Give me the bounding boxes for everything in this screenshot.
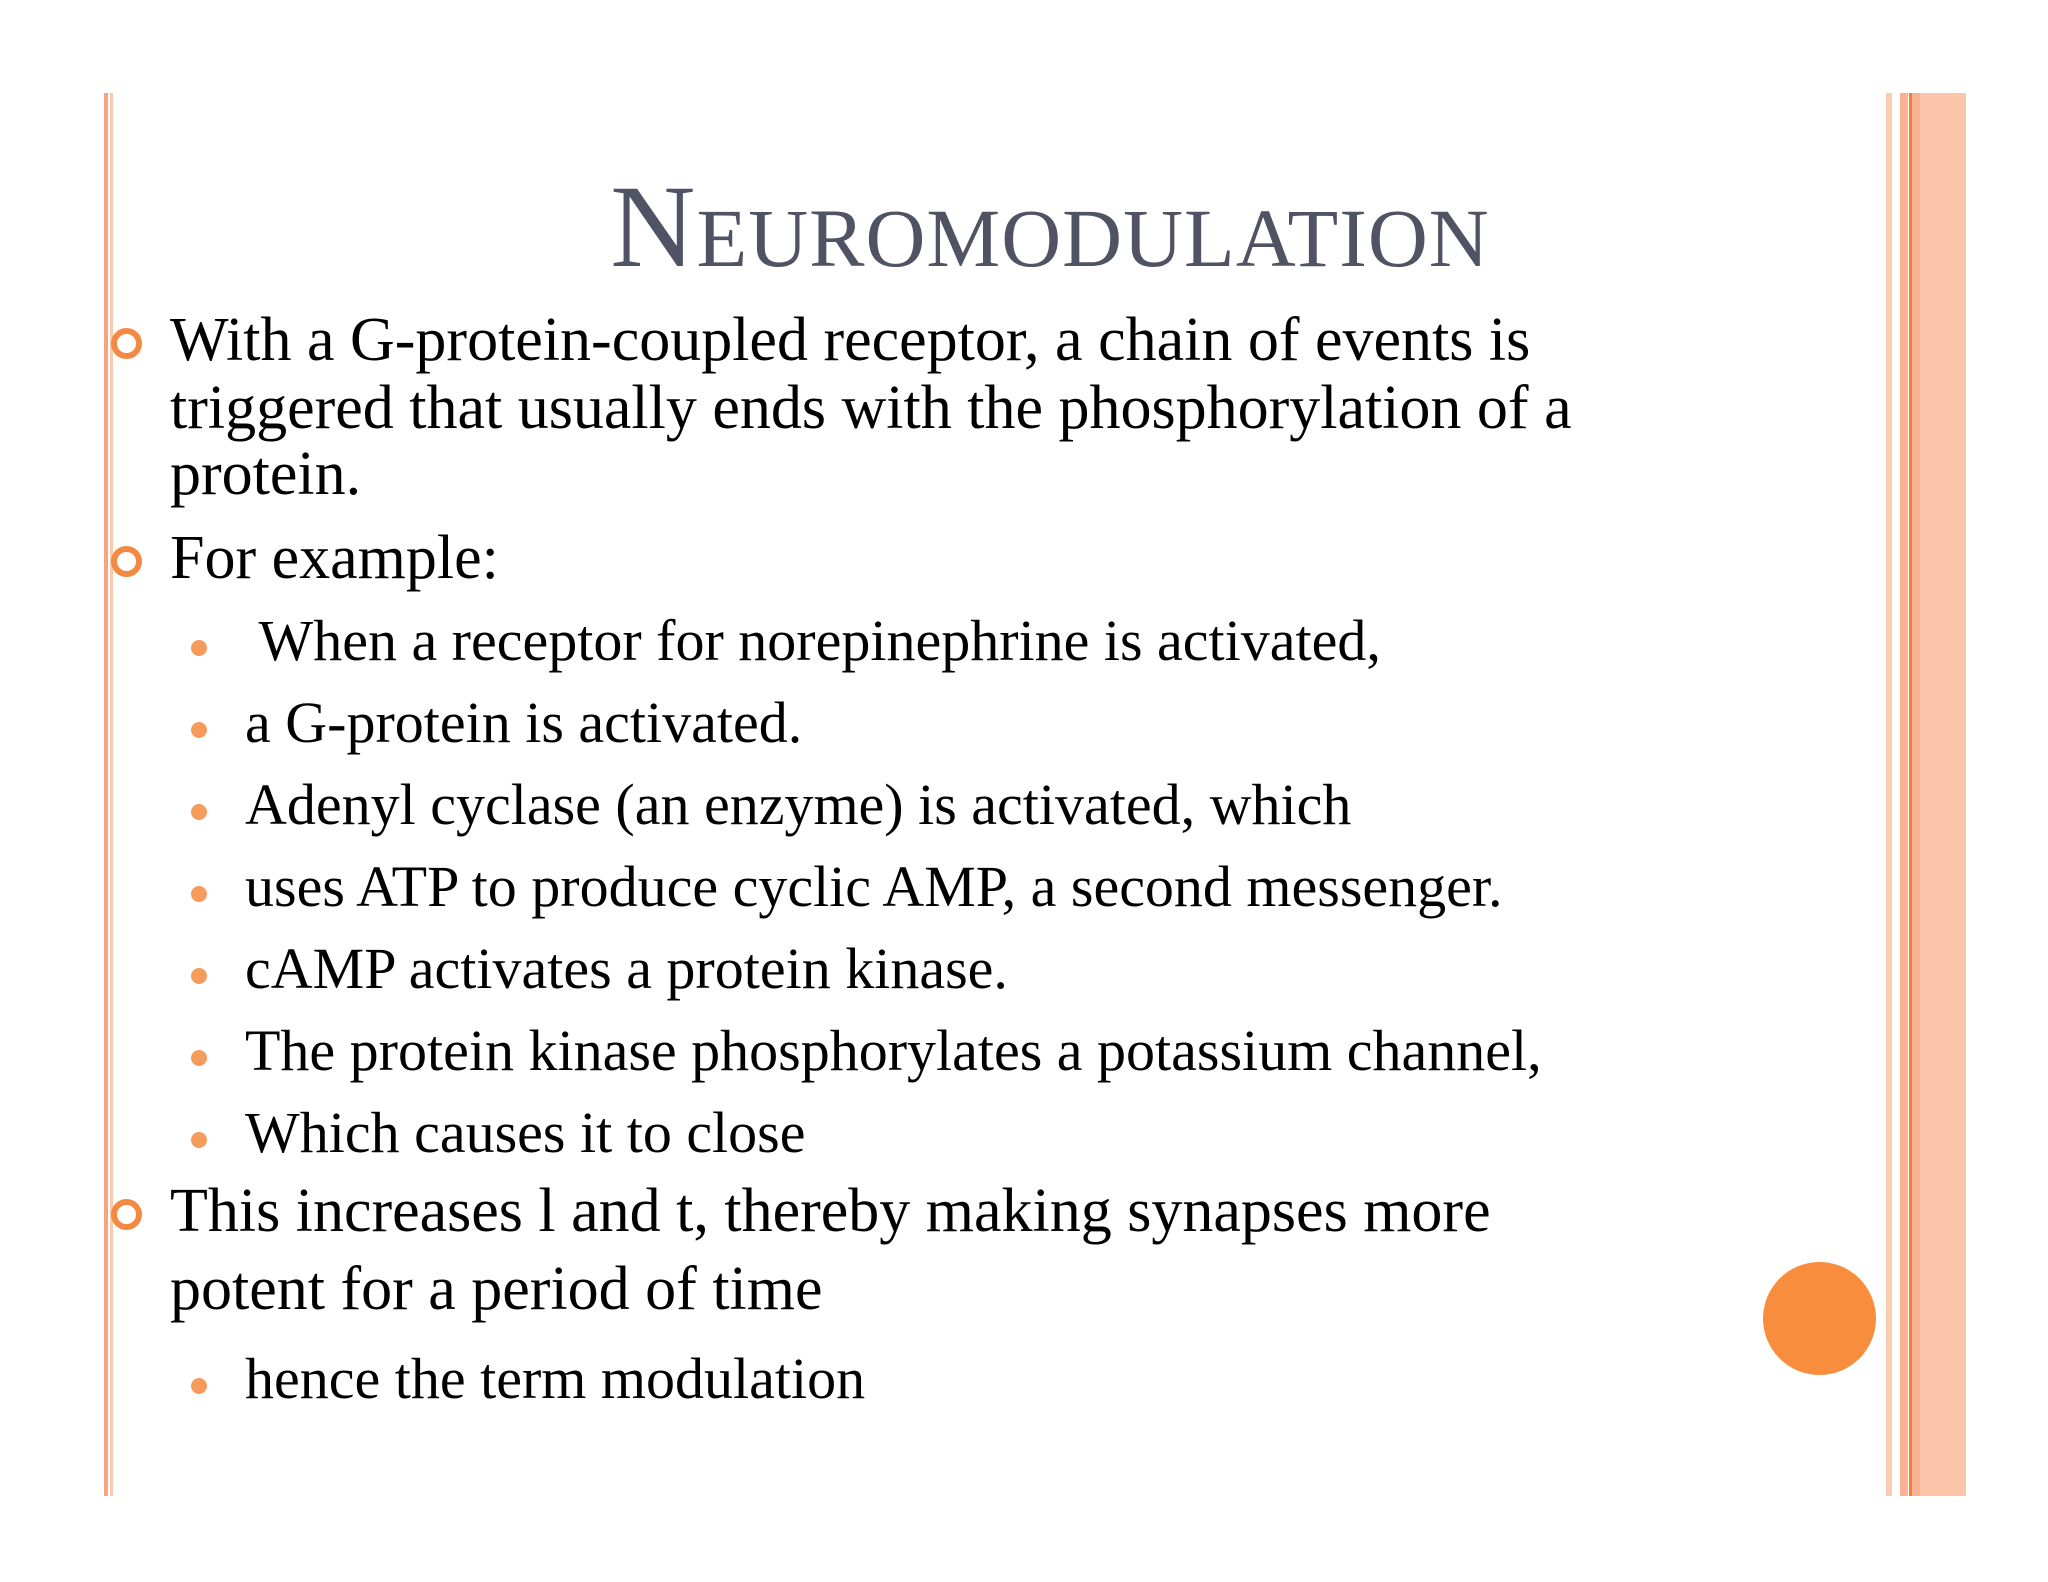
dot-bullet-icon bbox=[191, 722, 207, 738]
dot-bullet-icon bbox=[191, 968, 207, 984]
sub-item: When a receptor for norepinephrine is activated, bbox=[245, 608, 1381, 673]
ring-bullet-icon bbox=[111, 328, 142, 359]
ring-bullet-icon bbox=[111, 546, 142, 577]
dot-bullet-icon bbox=[191, 1132, 207, 1148]
bullet-3-line-1: This increases l and t, thereby making synapses more bbox=[170, 1177, 1491, 1245]
left-border-stripe-light bbox=[110, 93, 113, 1496]
left-border-stripe bbox=[104, 93, 108, 1496]
sub-item: hence the term modulation bbox=[245, 1346, 866, 1411]
sub-item: cAMP activates a protein kinase. bbox=[245, 936, 1008, 1001]
sub-item: Which causes it to close bbox=[245, 1100, 806, 1165]
slide-title: Neuromodulation bbox=[610, 161, 1490, 292]
sub-item: a G-protein is activated. bbox=[245, 690, 803, 755]
right-border-band bbox=[1920, 93, 1966, 1496]
ring-bullet-icon bbox=[111, 1199, 142, 1230]
dot-bullet-icon bbox=[191, 640, 207, 656]
dot-bullet-icon bbox=[191, 1050, 207, 1066]
sub-item: uses ATP to produce cyclic AMP, a second messenger. bbox=[245, 854, 1503, 919]
right-border-stripe bbox=[1912, 93, 1920, 1496]
sub-item: The protein kinase phosphorylates a potassium channel, bbox=[245, 1018, 1542, 1083]
right-border-stripe bbox=[1886, 93, 1892, 1496]
bullet-1-line-3: protein. bbox=[170, 440, 362, 508]
dot-bullet-icon bbox=[191, 1378, 207, 1394]
bullet-2-line-1: For example: bbox=[170, 524, 499, 592]
dot-bullet-icon bbox=[191, 886, 207, 902]
sub-item: Adenyl cyclase (an enzyme) is activated, which bbox=[245, 772, 1352, 837]
bullet-1-line-1: With a G-protein-coupled receptor, a chain of events is bbox=[170, 306, 1531, 374]
right-border-stripe bbox=[1900, 93, 1908, 1496]
bullet-1-line-2: triggered that usually ends with the phosphorylation of a bbox=[170, 374, 1572, 442]
dot-bullet-icon bbox=[191, 804, 207, 820]
bullet-3-line-2: potent for a period of time bbox=[170, 1255, 823, 1323]
orange-circle bbox=[1763, 1262, 1876, 1375]
